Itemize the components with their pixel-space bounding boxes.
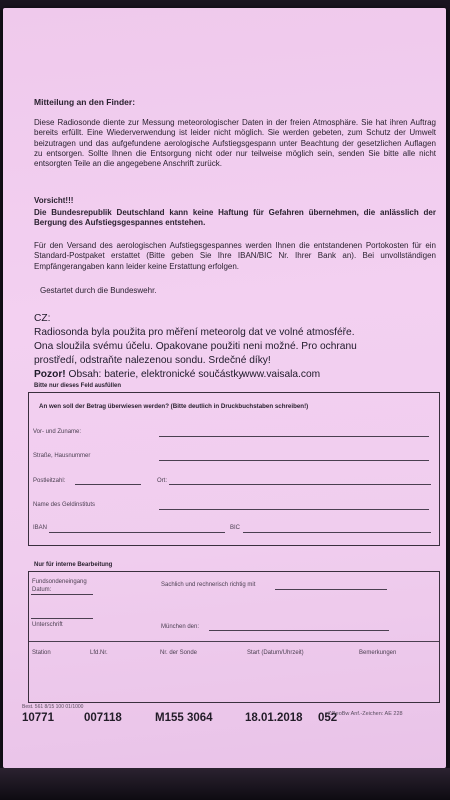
- cz-label: CZ:: [34, 313, 51, 324]
- name-label: Vor- und Zuname:: [33, 429, 82, 435]
- internal-divider: [29, 641, 439, 642]
- col-serial: Lfd.Nr.: [90, 650, 108, 656]
- reference-code: ZGeoBw Anf.-Zeichen: AE 228: [328, 711, 403, 717]
- checked-label: Sachlich und rechnerisch richtig mit: [161, 582, 256, 588]
- iban-label: IBAN: [33, 525, 48, 531]
- bic-label: BIC: [230, 525, 241, 531]
- col-start: Start (Datum/Uhrzeit): [247, 650, 304, 656]
- finder-heading: Mitteilung an den Finder:: [34, 97, 136, 107]
- station-number: 10771: [22, 712, 54, 724]
- bank-field[interactable]: [159, 509, 429, 510]
- form-question: An wen soll der Betrag überwiesen werden? (Bitte deutlich in Druckbuchstaben schreiben!): [39, 403, 309, 410]
- launch-time: 052: [318, 712, 338, 724]
- signature-field[interactable]: [31, 618, 93, 619]
- bic-field[interactable]: [243, 532, 431, 533]
- internal-heading: Nur für interne Bearbeitung: [34, 562, 113, 568]
- caution-heading: Vorsicht!!!: [34, 196, 74, 205]
- receipt-date-label: Datum:: [32, 587, 52, 593]
- serial-number: 007118: [84, 712, 122, 724]
- cz-line-3: prostředí, odstraňte nalezenou sondu. Srdečné díky!: [34, 355, 271, 366]
- vaisala-url: www.vaisala.com: [242, 369, 321, 380]
- finder-paragraph: Diese Radiosonde diente zur Messung meteorologischer Daten in der freien Atmosphäre. Sie hat ihren Auftrag bereits erfüllt. Eine Wiederverwendung ist leider nicht möglich. Sie werden gebeten, zum Schutz der Umwelt beizutragen und das aufgefundene aerologische Aufstiegsgespann unter Beachtung der gesetzlichen Auflagen zu entsorgen. Sollte Ihnen die Entsorgung nicht oder nur teilweise möglich sein, senden Sie bitte alle nicht entsorgten Teile an die angegebene Anschrift zurück.: [34, 118, 436, 169]
- bank-label: Name des Geldinstituts: [33, 502, 96, 508]
- receipt-label: Fundsondeneingang: [32, 579, 87, 585]
- caution-text: Die Bundesrepublik Deutschland kann keine Haftung für Gefahren übernehmen, die anlässlich der Bergung des Aufstiegsgespannes entstehen.: [34, 208, 436, 228]
- postcode-label: Postleitzahl:: [33, 478, 66, 484]
- col-station: Station: [32, 650, 51, 656]
- internal-box: [28, 571, 440, 703]
- munich-label: München den:: [161, 624, 200, 630]
- city-field[interactable]: [169, 484, 431, 485]
- receipt-date-field[interactable]: [31, 594, 93, 595]
- street-field[interactable]: [159, 460, 429, 461]
- payment-form: [28, 392, 440, 546]
- munich-date-field[interactable]: [209, 630, 389, 631]
- postcode-field[interactable]: [75, 484, 141, 485]
- cz-pozor: Pozor!: [34, 369, 66, 380]
- city-label: Ort:: [157, 478, 167, 484]
- cz-line-1: Radiosonda byla použita pro měření meteorolg dat ve volné atmosféře.: [34, 327, 355, 338]
- checked-field[interactable]: [275, 589, 387, 590]
- col-sonde: Nr. der Sonde: [160, 650, 198, 656]
- postage-paragraph: Für den Versand des aerologischen Aufstiegsgespannes werden Ihnen die entstandenen Portokosten für ein Standard-Postpaket erstattet (Bitte geben Sie Ihre IBAN/BIC Nr. Ihrer Bank an). Bei unvollständigen Empfängerangaben kann leider keine Erstattung erfolgen.: [34, 241, 436, 271]
- signature-label: Unterschrift: [32, 622, 63, 628]
- launch-date: 18.01.2018: [245, 712, 303, 724]
- iban-field[interactable]: [49, 532, 225, 533]
- name-field[interactable]: [159, 436, 429, 437]
- col-remarks: Bemerkungen: [359, 650, 397, 656]
- fill-note: Bitte nur dieses Feld ausfüllen: [34, 383, 122, 389]
- cz-line-2: Ona sloužila svému účelu. Opakovane použiti neni možné. Pro ochranu: [34, 341, 357, 352]
- table-surface: [0, 768, 450, 800]
- print-code: Best. 561 8/15 100 01/1000: [22, 704, 84, 710]
- cz-contents-line: [34, 368, 244, 382]
- cz-contents: Obsah: baterie, elektronické součástky: [65, 369, 244, 380]
- street-label: Straße, Hausnummer: [33, 453, 91, 459]
- sonde-number: M155 3064: [155, 712, 213, 724]
- launch-note: Gestartet durch die Bundeswehr.: [40, 286, 157, 295]
